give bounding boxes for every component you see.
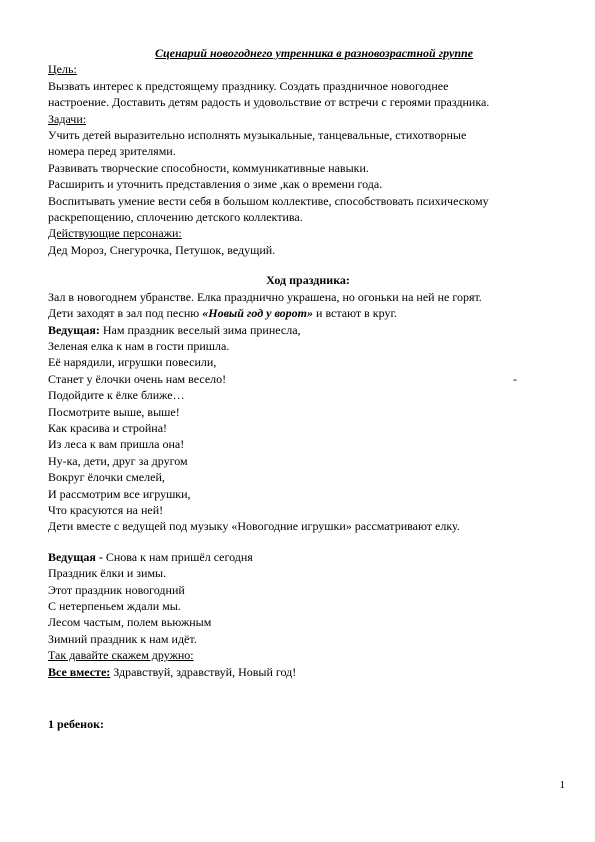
- enter-text-after: и встают в круг.: [313, 306, 398, 321]
- goal-text: [48, 78, 568, 111]
- poem-line: Её нарядили, игрушки повесили,: [48, 355, 217, 370]
- tasks-line: раскрепощению, сплочению детского коллектива.: [48, 210, 303, 225]
- poem-line: Как красива и стройна!: [48, 420, 168, 435]
- page-number: 1: [559, 779, 565, 791]
- child1-heading: 1 ребенок:: [48, 717, 104, 732]
- tasks-line: Воспитывать умение вести себя в большом коллективе, способствовать психическому: [48, 193, 489, 208]
- toys-stage-direction: Дети вместе с ведущей под музыку «Новогодние игрушки» рассматривают елку.: [48, 519, 460, 534]
- together-line: Так давайте скажем дружно:: [48, 648, 194, 663]
- dash-mark: -: [513, 371, 517, 386]
- characters-text: Дед Мороз, Снегурочка, Петушок, ведущий.: [48, 242, 276, 257]
- host2-speech-line: [48, 549, 568, 565]
- all-text: Здравствуй, здравствуй, Новый год!: [110, 664, 297, 679]
- all-label: Все вместе:: [48, 664, 111, 679]
- document-title: Сценарий новогоднего утренника в разновозрастной группе: [155, 46, 473, 60]
- poem-line: Зеленая елка к нам в гости пришла.: [48, 338, 230, 353]
- poem-line: Подойдите к ёлке ближе…: [48, 388, 185, 403]
- all-together-line: [48, 664, 568, 680]
- poem-line: И рассмотрим все игрушки,: [48, 486, 191, 501]
- poem-line: С нетерпеньем ждали мы.: [48, 599, 181, 613]
- poem-line-text: Станет у ёлочки очень нам весело!: [48, 371, 227, 386]
- tasks-line: Развивать творческие способности, коммуникативные навыки.: [48, 160, 369, 175]
- characters-heading: Действующие персонажи:: [48, 226, 182, 241]
- poem-2: [48, 565, 568, 647]
- tasks-line: номера перед зрителями.: [48, 144, 176, 159]
- children-enter-line: [48, 305, 568, 321]
- progress-heading: Ход праздника:: [266, 273, 350, 288]
- poem-line: Ну-ка, дети, друг за другом: [48, 453, 188, 468]
- poem-line: Праздник ёлки и зимы.: [48, 566, 167, 581]
- poem-line: Из леса к вам пришла она!: [48, 437, 185, 452]
- poem-line: Зимний праздник к нам идёт.: [48, 631, 197, 646]
- goal-heading: Цель:: [48, 62, 77, 77]
- song-title: «Новый год у ворот»: [202, 306, 314, 321]
- host2-label: Ведущая -: [48, 549, 106, 564]
- tasks-heading: Задачи:: [48, 111, 87, 126]
- poem-line: Посмотрите выше, выше!: [48, 404, 180, 419]
- poem-line: [48, 371, 568, 387]
- tasks-line: Учить детей выразительно исполнять музыкальные, танцевальные, стихотворные: [48, 128, 467, 143]
- poem-line: Этот праздник новогодний: [48, 582, 185, 597]
- goal-line: Вызвать интерес к предстоящему празднику. Создать праздничное новогоднее: [48, 78, 449, 93]
- hall-description: Зал в новогоднем убранстве. Елка празднично украшена, но огоньки на ней не горят.: [48, 289, 482, 304]
- host-speech-line: [48, 322, 568, 338]
- poem-line: Лесом частым, полем вьюжным: [48, 615, 212, 630]
- tasks-text: [48, 127, 568, 225]
- poem-line: Вокруг ёлочки смелей,: [48, 470, 165, 485]
- goal-line: настроение. Доставить детям радость и удовольствие от встречи с героями праздника.: [48, 95, 490, 110]
- host-label: Ведущая:: [48, 322, 100, 337]
- poem-line: Что красуются на ней!: [48, 502, 164, 517]
- enter-text-before: Дети заходят в зал под песню: [48, 306, 203, 321]
- host-first-line: Нам праздник веселый зима принесла,: [99, 322, 301, 337]
- host2-first-line: Снова к нам пришёл сегодня: [105, 549, 253, 564]
- document-page: [48, 45, 568, 732]
- tasks-line: Расширить и уточнить представления о зиме ,как о времени года.: [48, 177, 383, 192]
- poem-1: [48, 338, 568, 518]
